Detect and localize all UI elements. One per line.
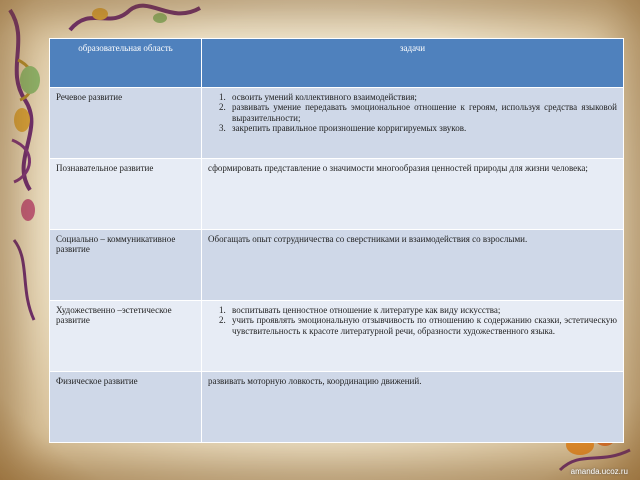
table-row	[50, 159, 624, 230]
education-tasks-table	[49, 38, 624, 443]
table-row	[50, 372, 624, 443]
table-row	[50, 230, 624, 301]
tasks-cell	[202, 88, 624, 159]
tasks-list	[208, 305, 617, 336]
table-row	[50, 301, 624, 372]
task-item: 1. воспитывать ценностное отношение к литературе как виду искусства;	[228, 305, 617, 315]
tasks-cell: сформировать представление о значимости многообразия ценностей природы для жизни человека;	[202, 159, 624, 230]
tasks-cell	[202, 301, 624, 372]
table-row	[50, 88, 624, 159]
task-item: 2. учить проявлять эмоциональную отзывчивость по отношению к содержанию сказки, эстетическую чувствительность к красоте литературной речи, образности художественного языка.	[228, 315, 617, 336]
task-item: 3. закрепить правильное произношение корригируемых звуков.	[228, 123, 617, 133]
watermark: amanda.ucoz.ru	[570, 467, 628, 476]
area-cell: Физическое развитие	[50, 372, 202, 443]
task-item: 1. освоить умений коллективного взаимодействия;	[228, 92, 617, 102]
area-cell: Художественно –эстетическое развитие	[50, 301, 202, 372]
tasks-cell: развивать моторную ловкость, координацию движений.	[202, 372, 624, 443]
task-item: 2. развивать умение передавать эмоциональное отношение к героям, используя средства языковой выразительности;	[228, 102, 617, 123]
tasks-cell: Обогащать опыт сотрудничества со сверстниками и взаимодействия со взрослыми.	[202, 230, 624, 301]
area-cell: Социально – коммуникативное развитие	[50, 230, 202, 301]
header-row	[50, 39, 624, 88]
header-tasks: задачи	[202, 39, 624, 88]
tasks-list	[208, 92, 617, 133]
area-cell: Речевое развитие	[50, 88, 202, 159]
header-area: образовательная область	[50, 39, 202, 88]
area-cell: Познавательное развитие	[50, 159, 202, 230]
